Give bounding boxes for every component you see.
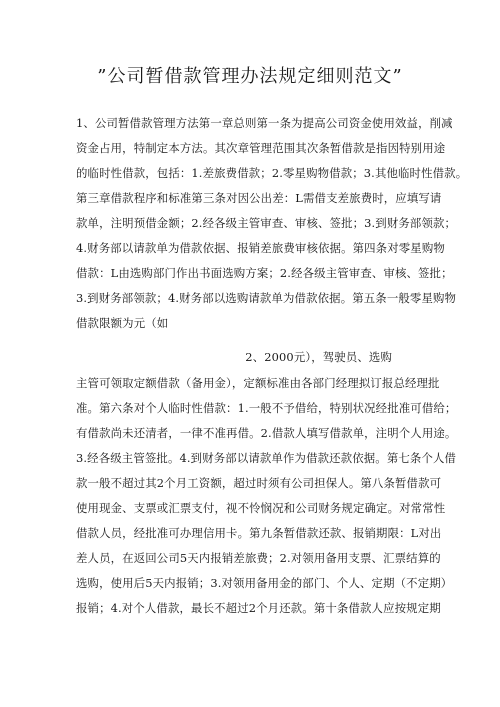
paragraph-line: 报销；4.对个人借款，最长不超过2个月还款。第十条借款人应按规定期 [76, 601, 441, 615]
paragraph-line: 3.到财务部领款；4.财务部以选购请款单为借款依据。第五条一般零星购物 [76, 291, 457, 305]
paragraph-line: 准。第六条对个人临时性借款：1.一般不予借给，特别状况经批准可借给； [76, 401, 457, 415]
paragraph-line: 4.财务部以请款单为借款依据、报销差旅费审核依据。第四条对零星购物 [76, 241, 445, 255]
paragraph-line: 的临时性借款，包括：1.差旅费借款；2.零星购物借款；3.其他临时性借款。 [76, 166, 468, 180]
paragraph-line: 1、公司暂借款管理方法第一章总则第一条为提高公司资金使用效益，削减 [76, 116, 453, 130]
paragraph-line: 款单，注明预借金额；2.经各级主管审查、审核、签批；3.到财务部领款； [76, 216, 457, 230]
paragraph-line: 借款限额为元（如 [76, 316, 169, 330]
paragraph-line: 第三章借款程序和标准第三条对因公出差：L需借支差旅费时，应填写请 [76, 191, 442, 205]
paragraph-line: 借款：L由选购部门作出书面选购方案；2.经各级主管审查、审核、签批； [76, 266, 453, 280]
paragraph-line: 选购，使用后5天内报销；3.对领用备用金的部门、个人、定期（不定期） [76, 576, 453, 590]
paragraph-line: 主管可领取定额借款（备用金），定额标准由各部门经理拟订报总经理批 [76, 376, 440, 390]
paragraph-line: 2、2000元），驾驶员、选购 [245, 350, 392, 364]
paragraph-line: 借款人员，经批准可办理信用卡。第九条暂借款还款、报销期限：L对出 [76, 526, 442, 540]
paragraph-line: 3.经各级主管签批。4.到财务部以请款单作为借款还款依据。第七条个人借 [76, 451, 457, 465]
paragraph-line: 使用现金、支票或汇票支付，视不怜悯况和公司财务规定确定。对常常性 [76, 501, 446, 515]
paragraph-line: 差人员，在返回公司5天内报销差旅费；2.对领用备用支票、汇票结算的 [76, 551, 441, 565]
paragraph-line: 款一般不超过其2个月工资额，超过时须有公司担保人。第八条暂借款可 [76, 476, 442, 490]
paragraph-line: 有借款尚未还清者，一律不准再借。2.借款人填写借款单，注明个人用途。 [76, 426, 457, 440]
paragraph-line: 资金占用，特制定本方法。其次章管理范围其次条暂借款是指因特别用途 [76, 141, 446, 155]
document-title: ”公司暂借款管理办法规定细则范文” [97, 66, 403, 87]
